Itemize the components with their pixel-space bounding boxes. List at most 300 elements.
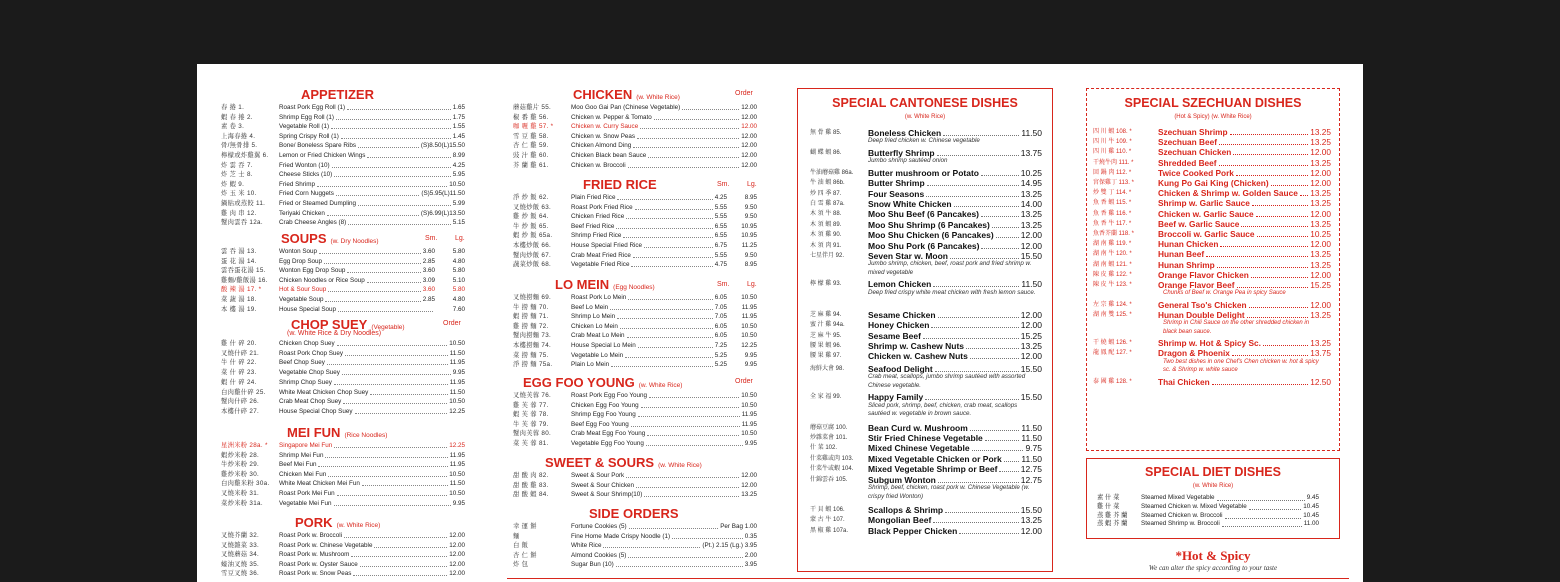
dot-leader (328, 476, 447, 477)
friedrice-item (513, 251, 757, 261)
dot-leader (1232, 355, 1308, 356)
appetizer-item (221, 170, 465, 180)
lomein-item-lg-price: 9.95 (744, 361, 757, 369)
chopsuey-item-chinese: 蝦 什 碎 24. (221, 378, 257, 386)
szechuan-item-chinese: 湖 南 雙 125. * (1093, 311, 1132, 318)
dot-leader (338, 311, 433, 312)
meifun-item-price: 11.50 (449, 480, 465, 488)
lomein-item-chinese: 叉燒撈麵 69. (513, 294, 552, 301)
dot-leader (327, 215, 419, 216)
appetizer-item-price: 5.15 (452, 219, 465, 227)
lomein-item-lg-price: 10.50 (741, 294, 757, 301)
szechuan-item (1093, 300, 1331, 310)
dot-leader (935, 371, 1019, 372)
cantonese-item-note: Jumbo shrimp, chicken, beef, roast pork and fried shrimp w. mixed vegetable (868, 260, 1032, 276)
sweetsours-subtitle: (w. White Rice) (658, 462, 702, 469)
cantonese-item-name: Moo Shu Chicken (6 Pancakes) (868, 230, 994, 241)
cantonese-subtitle: (w. White Rice) (904, 114, 946, 120)
pork-item (221, 541, 465, 551)
eggfooyoung-item-name: Chicken Egg Foo Young (571, 401, 639, 409)
szechuan-item-price: 13.25 (1310, 249, 1331, 260)
dot-leader (623, 237, 713, 238)
meifun-item (221, 489, 465, 499)
szechuan-item-name: Dragon & Phoenix (1158, 348, 1230, 359)
dot-leader (367, 157, 451, 158)
appetizer-item (221, 189, 465, 199)
dot-leader (938, 482, 1019, 483)
chopsuey-title-text: CHOP SUEY (291, 317, 368, 332)
dot-leader (959, 533, 1019, 534)
friedrice-item-chinese: 雞 炒 飯 64. (513, 213, 549, 221)
sweetsours-item-price: 13.25 (741, 491, 757, 499)
dot-leader (334, 447, 447, 448)
lomein-item-sm-price: 5.25 (714, 361, 727, 369)
lomein-item-sm-price: 5.25 (714, 351, 727, 359)
eggfooyoung-item-price: 10.50 (741, 392, 757, 399)
chicken-item-name: Moo Goo Gai Pan (Chinese Vegetable) (571, 104, 681, 111)
sideorders-item-name: White Rice (571, 542, 602, 550)
cantonese-item-name: Black Pepper Chicken (868, 525, 958, 536)
lomein-item-name: Vegetable Lo Mein (571, 351, 624, 359)
appetizer-title (301, 88, 374, 102)
cantonese-item-chinese: 木 須 雞 90. (810, 232, 842, 239)
eggfooyoung-title-text: EGG FOO YOUNG (523, 375, 635, 390)
friedrice-item (513, 260, 757, 270)
eggfooyoung-item-chinese: 菜 芙 蓉 81. (513, 440, 549, 447)
soups-item-lg-price: 5.80 (452, 248, 465, 255)
cantonese-item-name: Seafood Delight (868, 363, 933, 374)
szechuan-item (1093, 188, 1331, 198)
friedrice-item-sm-price: 5.55 (714, 203, 727, 211)
dot-leader (923, 338, 1019, 339)
cantonese-item (810, 199, 1042, 209)
dot-leader (1220, 246, 1308, 247)
sideorders-item-chinese: 幸 運 餅 (513, 523, 537, 530)
szechuan-item-name: Shredded Beef (1158, 157, 1217, 168)
dot-leader (334, 176, 451, 177)
dot-leader (1004, 461, 1019, 462)
meifun-item-chinese: 雞炒米粉 30. (221, 470, 260, 478)
dot-leader (1219, 144, 1308, 145)
szechuan-item-name: Hunan Double Delight (1158, 309, 1245, 320)
soups-item-chinese: 酸 辣 湯 17. * (221, 286, 262, 294)
dot-leader (931, 327, 1019, 328)
dot-leader (970, 430, 1019, 431)
cantonese-item-chinese: 海鮮大會 98. (810, 365, 845, 372)
lomein-item-lg-price: 11.95 (741, 303, 757, 311)
szechuan-item-chinese: 四 川 牛 109. * (1093, 139, 1132, 146)
soups-item (221, 285, 465, 295)
eggfooyoung-item (513, 439, 757, 449)
szechuan-item (1093, 377, 1331, 387)
diet-box (1086, 458, 1340, 539)
meifun-item-price: 10.50 (449, 470, 465, 478)
meifun-item-price: 11.95 (449, 451, 465, 459)
chopsuey-item (221, 358, 465, 368)
dot-leader (617, 318, 713, 319)
cantonese-item-name: Moo Shu Pork (6 Pancakes) (868, 240, 980, 251)
dot-leader (1252, 205, 1308, 206)
appetizer-item-price: (S)5.95(L)11.50 (421, 190, 465, 198)
sweetsours-item-name: Sweet & Sour Pork (571, 472, 625, 479)
chicken-item (513, 113, 757, 123)
szechuan-item (1093, 198, 1331, 208)
szechuan-item-chinese: 干燒牛肉 111. * (1093, 159, 1134, 166)
chicken-item (513, 132, 757, 142)
chicken-item-name: Chicken w. Snow Peas (571, 132, 636, 140)
dot-leader (620, 328, 713, 329)
chopsuey-item-name: White Meat Chicken Chop Suey (279, 388, 369, 396)
friedrice-item-sm-price: 6.75 (714, 242, 727, 249)
soups-item (221, 305, 465, 315)
dot-leader (1206, 256, 1308, 257)
soups-item-name: House Special Soup (279, 305, 337, 313)
menu-page (197, 64, 1363, 582)
cantonese-item-price: 13.25 (1020, 188, 1042, 199)
cantonese-item-note: Sliced pork, shrimp, beef, chicken, crab meat, scallops sautéed w. vegetable in brown sauce. (868, 401, 1018, 418)
szechuan-item (1093, 249, 1331, 259)
sideorders-item-name: Fortune Cookies (5) (571, 523, 627, 530)
dot-leader (1251, 277, 1308, 278)
appetizer-item-price: 4.25 (452, 161, 465, 169)
dot-leader (933, 286, 1019, 287)
chopsuey-item (221, 397, 465, 407)
meifun-item-name: Shrimp Mei Fun (279, 451, 324, 459)
cantonese-item-chinese: 木 須 肉 91. (810, 242, 842, 249)
szechuan-item-price: 12.00 (1310, 269, 1331, 280)
sweetsours-item-price: 12.00 (741, 481, 757, 489)
szechuan-item-price: 13.25 (1310, 198, 1331, 209)
appetizer-item-name: Crab Cheese Angles (8) (279, 219, 347, 227)
pork-item (221, 550, 465, 560)
soups-item (221, 257, 465, 267)
soups-item-sm-price: 3.60 (422, 248, 435, 255)
dot-leader (336, 119, 451, 120)
friedrice-item-chinese: 蝦 炒 飯 65a. (513, 232, 553, 240)
cantonese-item-price: 9.75 (1025, 443, 1042, 454)
diet-item-name: Steamed Chicken w. Broccoli (1141, 511, 1223, 519)
meifun-item-name: Singapore Mei Fun (279, 442, 333, 449)
appetizer-item-price: (S)6.99(L)13.50 (420, 209, 465, 217)
appetizer-item (221, 113, 465, 123)
soups-item-name: Hot & Sour Soup (279, 286, 327, 294)
chicken-item-price: 12.00 (741, 152, 757, 159)
szechuan-item-price: 13.25 (1310, 127, 1331, 137)
szechuan-item-name: Hunan Chicken (1158, 239, 1219, 250)
cantonese-item-chinese: 蝴 蝶 蝦 86. (810, 149, 842, 156)
cantonese-item-name: Mixed Vegetable Shrimp or Beef (868, 464, 998, 475)
dot-leader (938, 317, 1019, 318)
lomein-item-name: House Special Lo Mein (571, 342, 636, 349)
chicken-item-chinese: 豉 汁 雞 60. (513, 152, 549, 159)
lomein-subtitle: (Egg Noodles) (613, 284, 655, 291)
lomein-item-sm-price: 7.25 (714, 342, 727, 349)
appetizer-item-chinese: 炸 玉 米 10. (221, 190, 257, 198)
appetizer-item-chinese: 檸檬或炸雞翼 6. (221, 152, 269, 159)
szechuan-item-name: Hunan Shrimp (1158, 259, 1215, 270)
dot-leader (945, 512, 1019, 513)
appetizer-item-chinese: 上海春捲 4. (221, 132, 256, 140)
cantonese-item (810, 341, 1042, 351)
appetizer-item-price: (S)8.50(L)15.50 (420, 142, 465, 150)
dot-leader (627, 337, 713, 338)
dot-leader (636, 487, 739, 488)
cantonese-item-chinese: 蒙 古 牛 107. (810, 517, 845, 524)
pork-item-name: Roast Pork w. Oyster Sauce (279, 560, 358, 568)
appetizer-item-name: Lemon or Fried Chicken Wings (279, 152, 366, 159)
cantonese-item-chinese: 什菜雞或肉 103. (810, 455, 854, 462)
cantonese-item-name: Four Seasons (868, 188, 925, 199)
lomein-item-sm-price: 6.05 (714, 332, 727, 340)
friedrice-item-name: Roast Pork Fried Rice (571, 203, 633, 211)
chicken-item (513, 103, 757, 113)
sweetsours-item-chinese: 甜 酸 雞 83. (513, 481, 549, 489)
cantonese-item-note: Shrimp, beef, chicken, roast pork w. Chinese Vegetable (w. crispy fried Wonton) (868, 484, 1030, 500)
pork-item-name: Roast Pork w. Chinese Vegetable (279, 541, 373, 549)
cantonese-item-chinese: 什 菜 102. (810, 445, 838, 452)
appetizer-item (221, 209, 465, 219)
cantonese-item-price: 15.50 (1020, 392, 1042, 403)
cantonese-item-price: 12.00 (1020, 230, 1042, 241)
dot-leader (1236, 175, 1308, 176)
chopsuey-item-chinese: 菜 什 碎 23. (221, 369, 257, 377)
pork-item-chinese: 蠔油叉燒 35. (221, 560, 260, 568)
sideorders-item-name: Almond Cookies (5) (571, 551, 627, 559)
eggfooyoung-item (513, 401, 757, 411)
chopsuey-item-name: Roast Pork Chop Suey (279, 349, 344, 357)
pork-title-text: PORK (295, 515, 333, 530)
meifun-item (221, 499, 465, 509)
lomein-item (513, 360, 757, 370)
pork-item-chinese: 雪豆叉燒 36. (221, 570, 260, 578)
cantonese-item-name: Moo Shu Shrimp (6 Pancakes) (868, 219, 990, 230)
cantonese-item (810, 220, 1042, 230)
cantonese-item (810, 423, 1042, 433)
cantonese-item-price: 11.50 (1021, 422, 1042, 433)
friedrice-item-chinese: 淨 炒 飯 62. (513, 194, 549, 201)
chopsuey-item-chinese: 蟹肉什碎 26. (221, 398, 260, 406)
chicken-item-chinese: 芥 蘭 雞 61. (513, 161, 549, 169)
sweetsours-item-name: Sweet & Sour Chicken (571, 481, 634, 489)
chopsuey-item-name: House Special Chop Suey (279, 407, 353, 415)
cantonese-item (810, 454, 1042, 464)
eggfooyoung-item-chinese: 叉燒芙蓉 76. (513, 392, 552, 399)
appetizer-item (221, 122, 465, 132)
lomein-item-name: Crab Meat Lo Mein (571, 332, 625, 340)
friedrice-item-name: Chicken Fried Rice (571, 213, 625, 221)
chopsuey-item-price: 12.25 (449, 407, 465, 415)
cantonese-item-price: 13.25 (1020, 341, 1042, 351)
dot-leader (325, 301, 421, 302)
appetizer-item-name: Cheese Sticks (10) (279, 171, 333, 179)
szechuan-item-name: Twice Cooked Pork (1158, 167, 1234, 178)
sideorders-item-price: (Pt.) 2.15 (Lg.) 3.95 (702, 542, 757, 550)
lomein-item-name: Plain Lo Mein (571, 361, 610, 369)
sideorders-item-chinese: 炸 包 (513, 561, 529, 569)
lomein-item (513, 293, 757, 303)
dot-leader (1217, 267, 1308, 268)
chicken-item-chinese: 雪 豆 雞 58. (513, 132, 549, 140)
cantonese-item-name: Butterfly Shrimp (868, 147, 935, 158)
szechuan-item-price: 12.50 (1310, 376, 1331, 387)
soups-item-chinese: 雲 吞 湯 13. (221, 248, 257, 255)
pork-item (221, 560, 465, 570)
dot-leader (631, 426, 740, 427)
friedrice-item-name: House Special Fried Rice (571, 242, 643, 249)
eggfooyoung-item-name: Shrimp Egg Foo Young (571, 411, 636, 419)
appetizer-item (221, 218, 465, 228)
appetizer-title-text: APPETIZER (301, 87, 374, 102)
lomein-item-name: Shrimp Lo Mein (571, 313, 616, 321)
soups-item-sm-price: 3.60 (422, 267, 435, 275)
cantonese-item-chinese: 腰 果 雞 97. (810, 353, 842, 360)
dot-leader (362, 485, 448, 486)
friedrice-item-name: Beef Fried Rice (571, 222, 615, 230)
chopsuey-item-name: Shrimp Chop Suey (279, 378, 332, 386)
soups-item-sm-price: 3.60 (422, 286, 435, 294)
cantonese-item-price: 12.00 (1020, 320, 1042, 331)
dot-leader (1217, 500, 1305, 501)
appetizer-item (221, 180, 465, 190)
soups-subtitle: (w. Dry Noodles) (330, 238, 379, 245)
soups-item (221, 266, 465, 276)
meifun-item-price: 10.50 (449, 490, 465, 497)
cantonese-item-price: 13.25 (1020, 515, 1042, 526)
lomein-item-lg-price: 10.50 (741, 332, 757, 340)
chopsuey-item-price: 11.95 (449, 378, 465, 386)
dot-leader (611, 366, 713, 367)
eggfooyoung-item-price: 11.95 (741, 411, 757, 419)
chicken-item-chinese: 杏 仁 雞 59. (513, 142, 549, 150)
pork-subtitle: (w. White Rice) (336, 522, 381, 529)
cantonese-item-name: Butter mushroom or Potato (868, 167, 979, 178)
dot-leader (616, 566, 743, 567)
cantonese-item-name: Snow White Chicken (868, 199, 952, 209)
cantonese-item-price: 14.00 (1020, 199, 1042, 209)
chicken-item-chinese: 椒 番 雞 56. (513, 113, 549, 121)
pork-item-price: 12.00 (449, 532, 465, 539)
appetizer-item-name: Fried Shrimp (279, 180, 316, 188)
dot-leader (355, 413, 447, 414)
dot-leader (628, 167, 739, 168)
soups-item-sm-price: 2.85 (422, 296, 435, 303)
sweetsours-item-chinese: 甜 酸 蝦 84. (513, 491, 549, 499)
szechuan-item-chinese: 湖 南 雞 119. * (1093, 241, 1132, 248)
dot-leader (672, 538, 743, 539)
dot-leader (337, 495, 447, 496)
meifun-item-name: Vegetable Mei Fun (279, 499, 332, 507)
meifun-item-chinese: 牛炒米粉 29. (221, 461, 260, 469)
meifun-item (221, 479, 465, 489)
friedrice-item-chinese: 牛 炒 飯 65. (513, 222, 549, 230)
sideorders-item-chinese: 麵 (513, 532, 520, 540)
dot-leader (325, 457, 448, 458)
dot-leader (644, 496, 739, 497)
chicken-item (513, 151, 757, 161)
chopsuey-item-chinese: 雞 什 碎 20. (221, 340, 257, 347)
diet-item-chinese: 蒸 雞 芥 蘭 (1097, 511, 1128, 519)
appetizer-item-price: 8.99 (452, 152, 465, 159)
chicken-item-price: 12.00 (741, 142, 757, 150)
chopsuey-subtitle: (Vegetable) (371, 324, 405, 331)
szechuan-item-price: 13.25 (1310, 259, 1331, 270)
eggfooyoung-item-chinese: 牛 芙 蓉 79. (513, 420, 549, 428)
meifun-item-name: Roast Pork Mei Fun (279, 490, 335, 497)
lomein-item-sm-price: 6.05 (714, 294, 727, 301)
dot-leader (353, 575, 447, 576)
dot-leader (1212, 384, 1308, 385)
dot-leader (374, 547, 447, 548)
appetizer-item (221, 161, 465, 171)
eggfooyoung-item (513, 420, 757, 430)
chopsuey-item-price: 9.95 (452, 369, 465, 377)
dot-leader (625, 357, 713, 358)
cantonese-item-name: Stir Fried Chinese Vegetable (868, 433, 983, 443)
diet-item-chinese: 蒸 蝦 芥 蘭 (1097, 520, 1128, 528)
friedrice-item-sm-price: 4.25 (714, 194, 727, 201)
cantonese-item-name: Butter Shrimp (868, 178, 925, 189)
dot-leader (367, 282, 421, 283)
eggfooyoung-item-price: 10.50 (741, 430, 757, 438)
soups-title-text: SOUPS (281, 231, 327, 246)
szechuan-item-name: Szechuan Beef (1158, 137, 1218, 148)
eggfooyoung-item-chinese: 雞 芙 蓉 77. (513, 401, 549, 409)
chopsuey-item (221, 339, 465, 349)
chopsuey-item (221, 407, 465, 417)
friedrice-item-sm-price: 5.55 (714, 213, 727, 221)
szechuan-item (1093, 229, 1331, 239)
cantonese-item-chinese: 黑 椒 雞 107a. (810, 527, 849, 534)
sweetsours-item (513, 490, 757, 500)
friedrice-item-lg-price: 9.50 (744, 251, 757, 259)
diet-item-chinese: 素 什 菜 (1097, 494, 1120, 501)
szechuan-item (1093, 260, 1331, 270)
szechuan-item-name: Szechuan Chicken (1158, 147, 1232, 158)
appetizer-item-chinese: 素 卷 3. (221, 123, 245, 131)
soups-item (221, 247, 465, 257)
friedrice-item-sm-price: 5.55 (714, 251, 727, 259)
friedrice-item (513, 241, 757, 251)
appetizer-item (221, 199, 465, 209)
sweetsours-item-chinese: 甜 酸 肉 82. (513, 472, 549, 479)
friedrice-item-lg-price: 10.95 (741, 232, 757, 240)
pork-item-name: Roast Pork w. Mushroom (279, 551, 350, 559)
appetizer-item-chinese: 雞 肉 串 12. (221, 209, 257, 217)
appetizer-item (221, 132, 465, 142)
chicken-item-price: 12.00 (741, 104, 757, 111)
diet-item-name: Steamed Chicken w. Mixed Vegetable (1141, 502, 1247, 510)
dot-leader (966, 348, 1019, 349)
cantonese-item-name: Chicken w. Cashew Nuts (868, 351, 968, 362)
szechuan-item (1093, 127, 1331, 137)
appetizer-item-price: 1.65 (452, 104, 465, 111)
chopsuey-item (221, 378, 465, 388)
lomein-item-name: Chicken Lo Mein (571, 322, 618, 330)
dot-leader (637, 138, 739, 139)
szechuan-item-price: 13.25 (1310, 218, 1331, 229)
cantonese-item (810, 168, 1042, 178)
appetizer-item-chinese: 蝦 春 捲 2. (221, 113, 253, 121)
meifun-item (221, 470, 465, 480)
chicken-item-name: Chicken w. Curry Sauce (571, 123, 639, 131)
soups-item-chinese: 菜 蔬 湯 18. (221, 296, 257, 303)
szechuan-item-chinese: 左 宗 雞 124. * (1093, 301, 1132, 308)
soups-item-lg-price: 4.80 (452, 257, 465, 265)
cantonese-item-name: Seven Star w. Moon (868, 251, 948, 261)
dot-leader (644, 247, 713, 248)
cantonese-item-price: 11.50 (1021, 433, 1042, 443)
lomein-item (513, 303, 757, 313)
